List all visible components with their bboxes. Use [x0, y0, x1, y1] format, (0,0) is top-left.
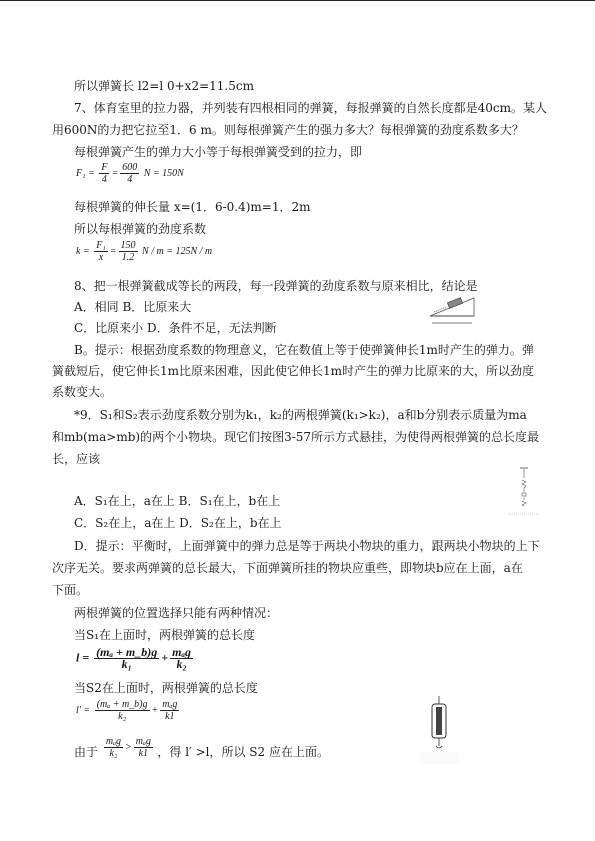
question-9-line2: 和mb(ma>mb)的两个小物块。现它们按图3-57所示方式悬挂，为使得两根弹簧的总长度最	[52, 430, 540, 444]
formula-f3: l = $\frac{\text{(mₐ + m\_b)g}}{\text{k₁}}$ + $\frac{\text{mₐg}}{\text{k₂}}$	[76, 645, 192, 671]
formula-lhs: F₁ =	[76, 167, 95, 179]
frac-den: k1	[138, 748, 149, 759]
text-line: 两根弹簧的位置选择只能有两种情况：	[74, 606, 279, 620]
frac-num: mₐg	[162, 699, 178, 710]
option-line: C．比原来小 D．条件不足，无法判断	[74, 321, 277, 335]
question-7-line1: 7、体育室里的拉力器，并列装有四根相同的弹簧，每报弹簧的自然长度都是40cm。某人	[74, 101, 548, 115]
formula-f2: k = $\frac{\text{F₁}}{x}$ = $\frac{150}{1.2}$ N / m = 125N / m	[76, 240, 213, 263]
frac-den: 4	[101, 174, 107, 185]
answer-8-line1: B。提示：根据劲度系数的物理意义，它在数值上等于使弹簧伸长1m时产生的弹力。弹	[74, 343, 534, 357]
frac-num: F₁	[96, 240, 106, 251]
frac-num: 150	[120, 240, 136, 251]
frac-num: mₐg	[135, 736, 151, 747]
text-suffix: ，得 l′ >l，所以 S2 应在上面。	[157, 744, 329, 759]
frac-den: x	[98, 252, 104, 263]
conclusion-line	[74, 736, 544, 765]
formula-f5: mₐg k₂ > mₐg k1	[105, 736, 151, 759]
formula-rhs: N = 150N	[143, 167, 184, 179]
frac-num: mₐg	[105, 736, 121, 747]
question-9-line3: 长，应该	[52, 452, 101, 466]
frac-den: 1.2	[121, 252, 135, 263]
frac-den: k1	[165, 711, 175, 722]
text-line: 当S2在上面时，两根弹簧的总长度	[74, 681, 258, 695]
frac-num: F	[101, 162, 108, 173]
text-line: 当S₁在上面时，两根弹簧的总长度	[74, 628, 256, 642]
frac-num: 600	[122, 162, 138, 173]
frac-num: (mₐ + m_b)g	[96, 645, 158, 659]
answer-9-line1: D．提示：平衡时，上面弹簧中的弹力总是等于两块小物块的重力，跟两块小物块的上下	[74, 539, 540, 553]
text-line: 所以每根弹簧的劲度系数	[74, 222, 207, 236]
formula-lhs: k =	[76, 245, 90, 257]
frac-den: 4	[127, 174, 133, 185]
formula-f4: l′ = $\frac{\text{(mₐ + m\_b)g}}{\text{k₂}}$ + $\frac{\text{mₐg}}{k1}$	[76, 699, 178, 722]
frac-num: mₐg	[172, 645, 192, 659]
formula-lhs: l =	[76, 650, 90, 665]
option-line: A．S₁在上，a在上 B．S₁在上，b在上	[74, 494, 281, 508]
formula-lhs: l′ =	[76, 704, 91, 716]
formula-rhs: N / m = 125N / m	[142, 245, 213, 257]
text-line: 每根弹簧的伸长量 x=(1．6-0.4)m=1．2m	[74, 200, 311, 214]
text-line: 每根弹簧产生的弹力大小等于每根弹簧受到的拉力，即	[74, 145, 363, 159]
answer-9-line2: 次序无关。要求两弹簧的总长最大，下面弹簧所挂的物块应重些，即物块b应在上面，a在	[52, 561, 523, 575]
answer-9-line3: 下面。	[52, 583, 89, 597]
frac-den: k₁	[121, 657, 132, 671]
frac-den: k₂	[109, 748, 118, 759]
text-prefix: 由于	[74, 744, 99, 759]
frac-num: (mₐ + m_b)g	[96, 699, 148, 710]
frac-den: k₂	[118, 711, 127, 722]
answer-8-line3: 系数变大。	[52, 385, 113, 399]
page-top-border	[0, 0, 595, 1]
question-9-line1: *9．S₁和S₂表示劲度系数分别为k₁，k₂的两根弹簧(k₁>k₂)，a和b分别表示质量为ma	[74, 408, 527, 422]
frac-den: k₂	[176, 657, 187, 671]
text-line: 所以弹簧长 l2=l 0+x2=11.5cm	[74, 79, 254, 93]
question-8: 8、把一根弹簧截成等长的两段，每一段弹簧的劲度系数与原来相比，结论是	[74, 279, 478, 293]
formula-f1: F₁ = $\frac{F}{4}$ = $\frac{600}{4}$ N = 150N	[76, 162, 184, 185]
question-7-line2: 用600N的力把它拉至1．6 m。则每根弹簧产生的强力多大？每根弹簧的劲度系数多大？	[52, 123, 524, 137]
option-line: C．S₂在上，a在上 D．S₂在上，b在上	[74, 516, 282, 530]
answer-8-line2: 簧截短后，使它伸长1m比原来困难，因此使它伸长1m时产生的弹力比原来的大，所以劲度	[52, 364, 535, 378]
spring-balance-figure	[418, 694, 460, 766]
option-line: A．相同 B．比原来大	[74, 300, 192, 314]
